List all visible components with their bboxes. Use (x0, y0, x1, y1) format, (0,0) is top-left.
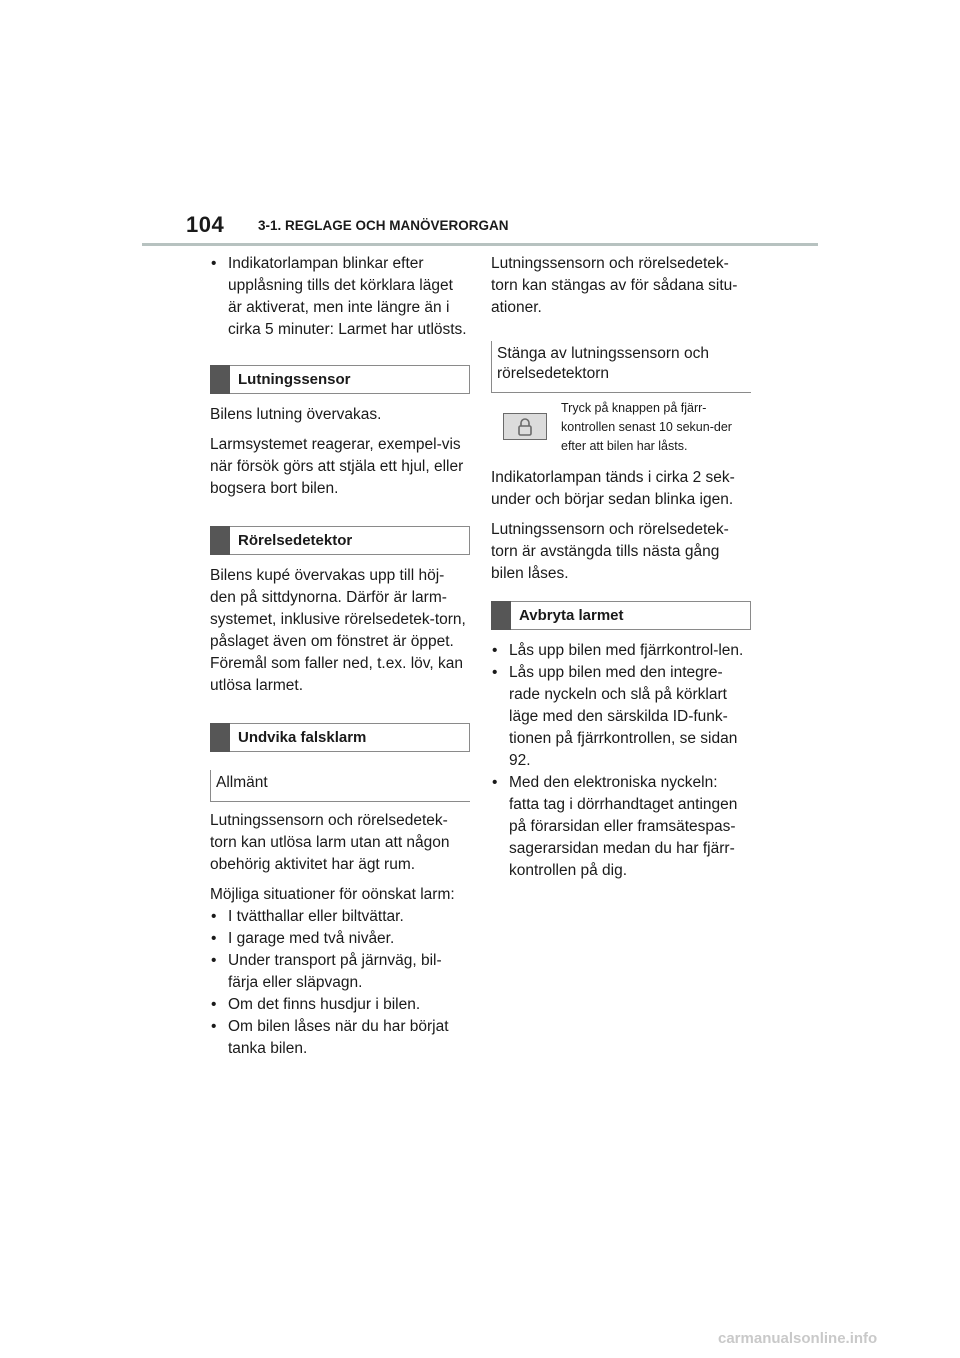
paragraph: Indikatorlampan tänds i cirka 2 sek-under och börjar sedan blinka igen. (491, 469, 735, 508)
lock-icon (503, 413, 547, 440)
situation-bullet-list (210, 906, 470, 1060)
intro-bullet-list (210, 253, 470, 341)
section-heading-text: Lutningssensor (238, 371, 351, 388)
paragraph: Möjliga situationer för oönskat larm: (210, 886, 455, 903)
page-number: 104 (186, 212, 225, 237)
header-divider (142, 243, 818, 246)
list-item: • Om bilen låses när du har börjat tanka bilen. (210, 1016, 470, 1060)
section-heading-motion-detector (210, 526, 470, 555)
paragraph: Lutningssensorn och rörelsedetek-torn kan stängas av för sådana situ-ationer. (491, 255, 738, 316)
list-item: • Lås upp bilen med den integre-rade nyckeln och slå på körklart läge med den särskilda ID-funk-tionen på fjärrkontrollen, se sidan 92. (491, 662, 751, 772)
heading-marker (210, 526, 230, 555)
section-heading-avoid-false-alarm (210, 723, 470, 752)
list-item: • I garage med två nivåer. (210, 928, 470, 950)
list-item: • Med den elektroniska nyckeln: fatta tag i dörrhandtaget antingen på förarsidan eller framsätespas-sagerarsidan medan du har fjärr-kontrollen på dig. (491, 772, 751, 882)
chapter-title: 3-1. REGLAGE OCH MANÖVERORGAN (258, 218, 509, 233)
left-column (210, 253, 470, 1068)
paragraph: Lutningssensorn och rörelsedetek-torn är avstängda tills nästa gång bilen låses. (491, 521, 729, 582)
section-heading-text: Rörelsedetektor (238, 532, 353, 549)
paragraph: Lutningssensorn och rörelsedetek-torn kan utlösa larm utan att någon obehörig aktivitet har ägt rum. (210, 812, 450, 873)
paragraph: Bilens lutning övervakas. (210, 406, 382, 423)
subheading-switch-off: Stänga av lutningssensorn och rörelsedetektorn (491, 341, 751, 393)
paragraph: Larmsystemet reagerar, exempel-vis när försök görs att stjäla ett hjul, eller bogsera bort bilen. (210, 436, 464, 497)
list-item: • Om det finns husdjur i bilen. (210, 994, 470, 1016)
list-item: • Indikatorlampan blinkar efter upplåsning tills det körklara läget är aktiverat, men inte längre än i cirka 5 minuter: Larmet har utlösts. (210, 253, 470, 341)
heading-marker (210, 723, 230, 752)
paragraph: Bilens kupé övervakas upp till höj-den på sittdynorna. Därför är larm-systemet, inklusive rörelsedetek-torn, påslaget även om fönstret är öppet. Föremål som faller ned, t.ex. löv, kan utlösa larmet. (210, 567, 466, 694)
section-heading-cancel-alarm (491, 601, 751, 630)
note-text: Tryck på knappen på fjärr-kontrollen senast 10 sekun-der efter att bilen har låsts. (561, 401, 732, 453)
list-item: • Under transport på järnväg, bil-färja eller släpvagn. (210, 950, 470, 994)
list-item: • I tvätthallar eller biltvättar. (210, 906, 470, 928)
subheading-general: Allmänt (210, 770, 470, 802)
right-column (491, 253, 751, 890)
watermark: carmanualsonline.info (718, 1330, 878, 1347)
section-heading-tilt-sensor (210, 365, 470, 394)
section-heading-text: Avbryta larmet (519, 607, 624, 624)
remote-button-note (491, 399, 751, 461)
section-heading-text: Undvika falsklarm (238, 729, 367, 746)
heading-marker (210, 365, 230, 394)
list-item: • Lås upp bilen med fjärrkontrol-len. (491, 640, 751, 662)
heading-marker (491, 601, 511, 630)
cancel-bullet-list (491, 640, 751, 882)
